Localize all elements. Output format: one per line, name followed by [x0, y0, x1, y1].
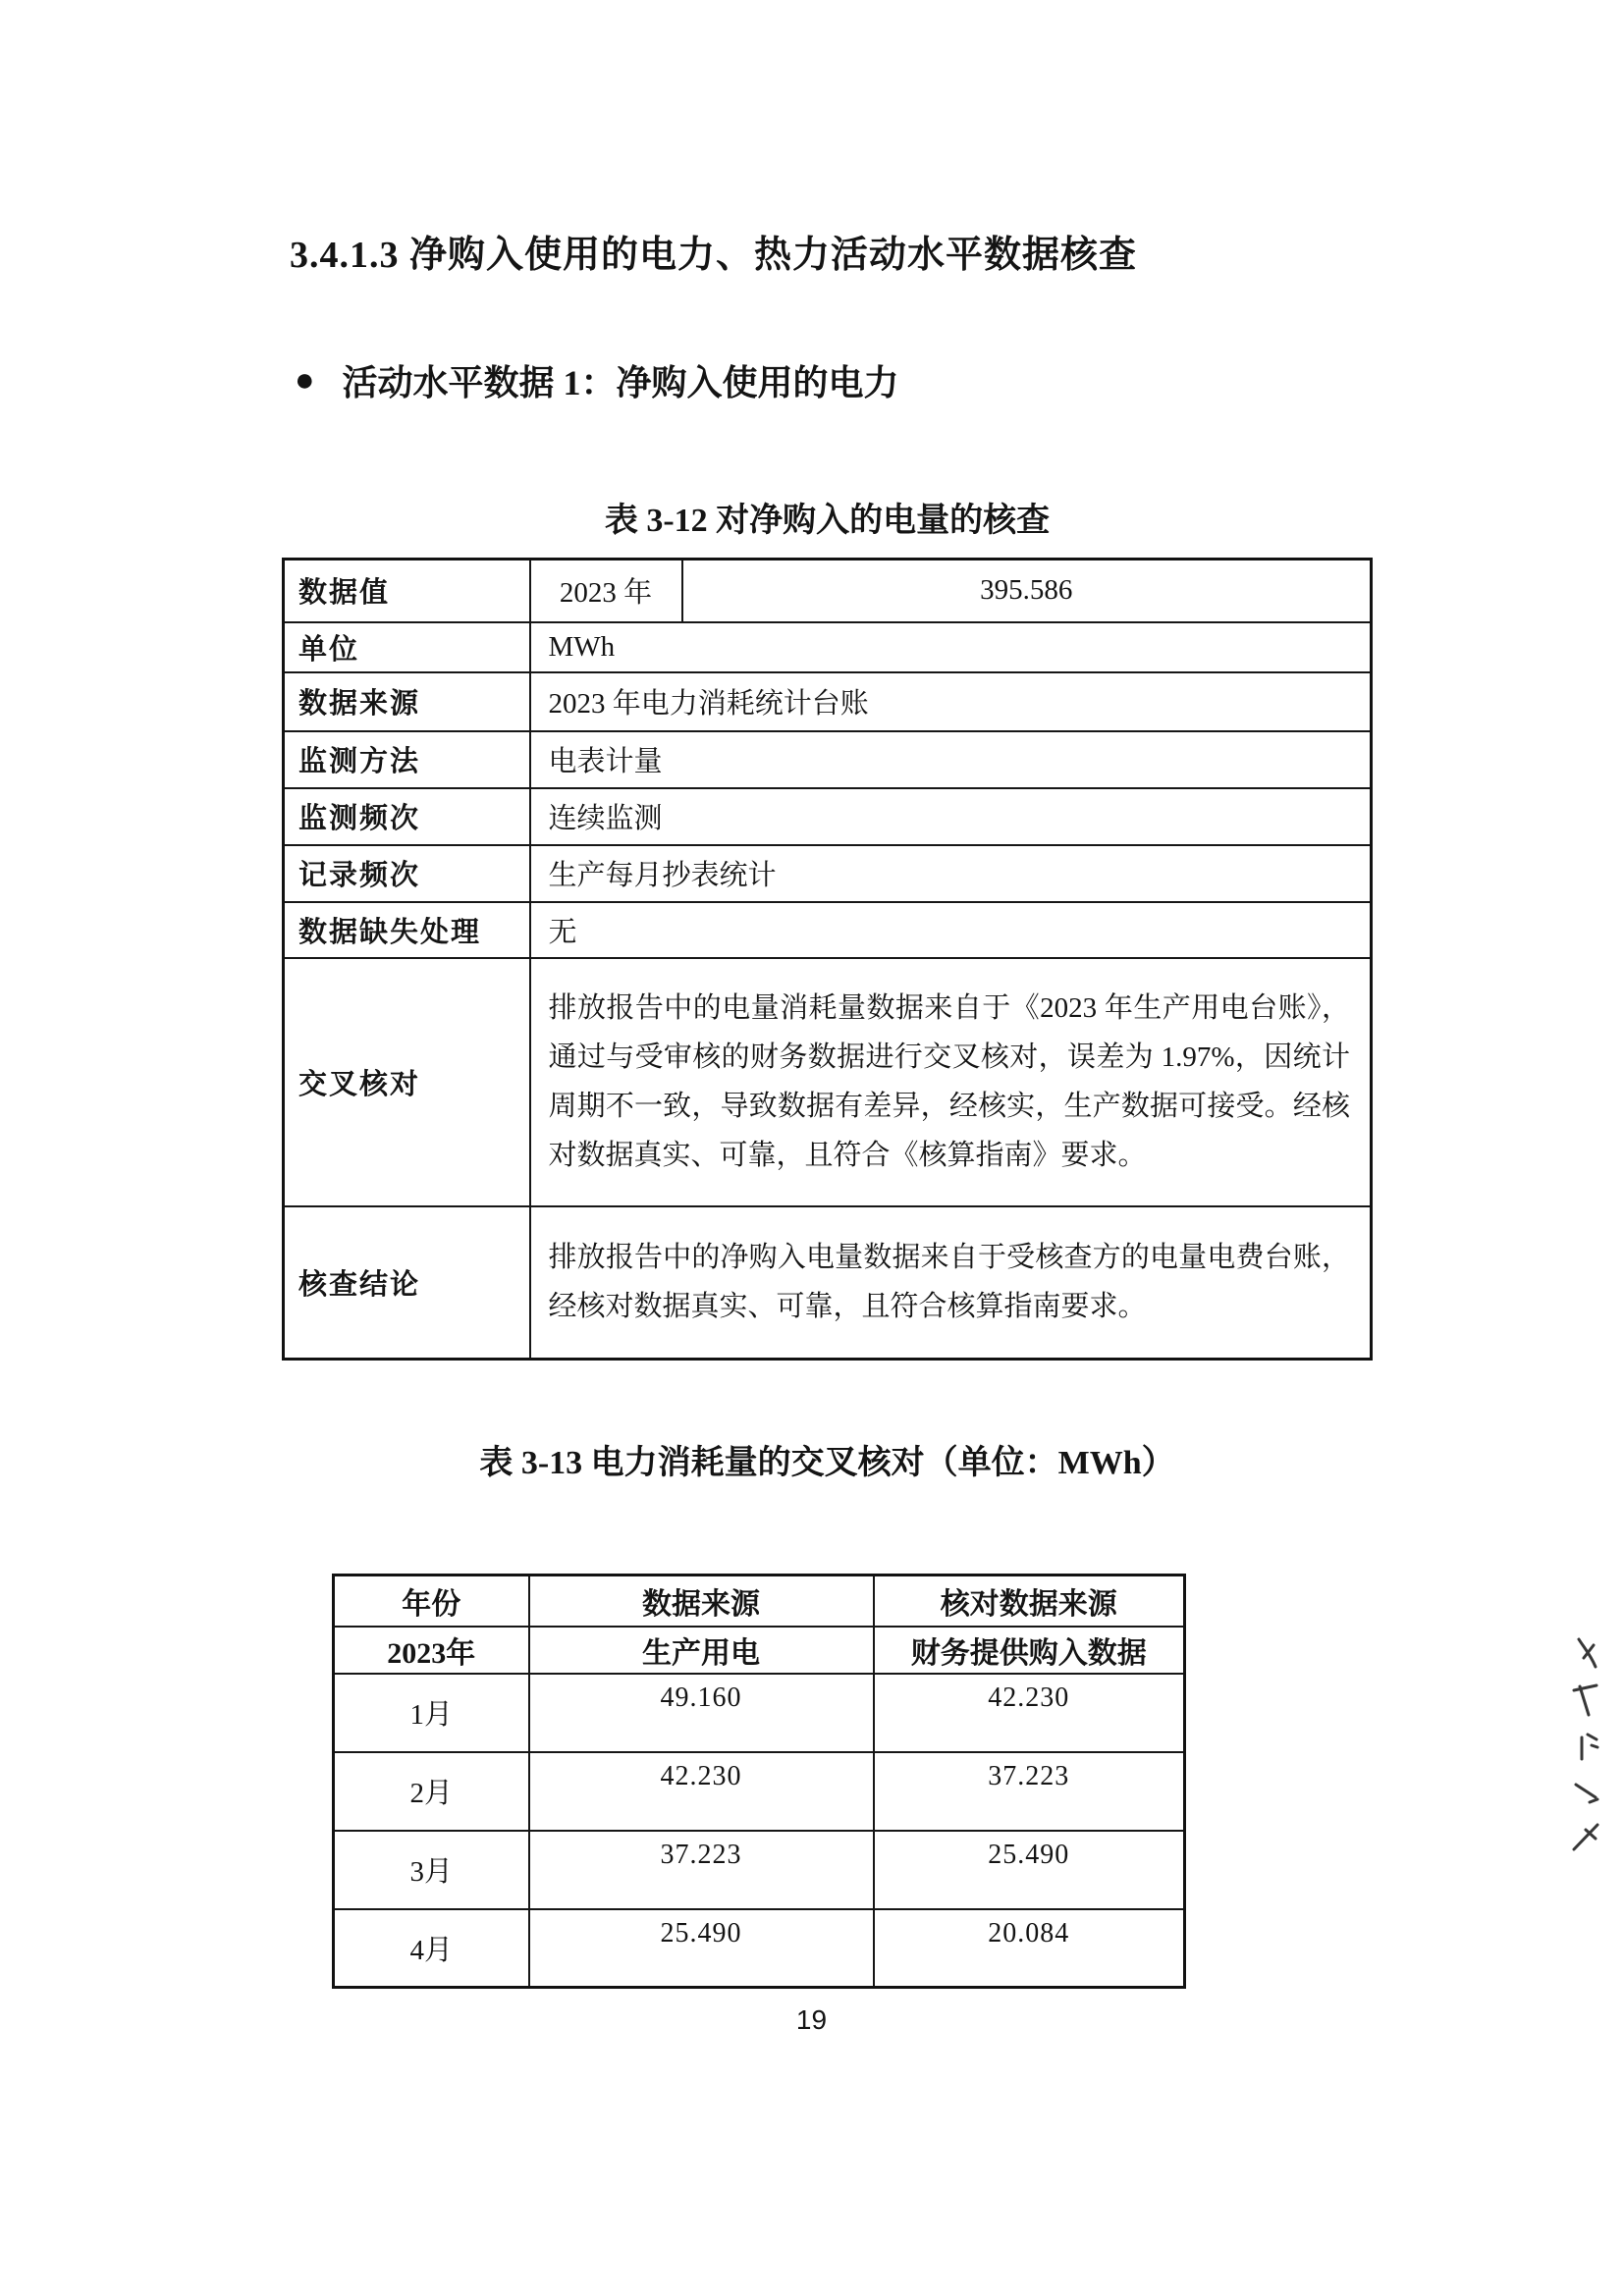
month-cell: 1月 — [334, 1674, 529, 1752]
month-cell: 2月 — [334, 1752, 529, 1831]
table-row — [284, 845, 1372, 902]
table-3-13 — [332, 1574, 1186, 1989]
page-number: 19 — [795, 2004, 828, 2035]
column-header: 核对数据来源 — [874, 1575, 1185, 1627]
table-row — [334, 1831, 1185, 1909]
month-cell: 3月 — [334, 1831, 529, 1909]
row-value-cell: 排放报告中的电量消耗量数据来自于《2023 年生产用电台账》，通过与受审核的财务数据进行交叉核对，误差为 1.97%，因统计周期不一致，导致数据有差异，经核实，生产数据可接受。经核对数据真实、可靠，且符合《核算指南》要求。 — [530, 958, 1372, 1206]
table-row — [334, 1674, 1185, 1752]
row-label-cell: 数据来源 — [284, 672, 530, 731]
row-value-cell: 连续监测 — [530, 788, 1372, 845]
table-3-12-caption: 表 3-12 对净购入的电量的核查 — [604, 503, 1051, 539]
source-value-cell: 49.160 — [529, 1674, 874, 1752]
subheader-cell: 2023年 — [334, 1627, 529, 1674]
table-row — [334, 1909, 1185, 1988]
row-label-cell: 交叉核对 — [284, 958, 530, 1206]
row-year-cell: 2023 年 — [530, 560, 682, 622]
bullet-icon: ● — [295, 361, 315, 399]
month-cell: 4月 — [334, 1909, 529, 1988]
table-row — [284, 672, 1372, 731]
check-value-cell: 37.223 — [874, 1752, 1185, 1831]
source-value-cell: 42.230 — [529, 1752, 874, 1831]
row-label-cell: 监测频次 — [284, 788, 530, 845]
section-heading: 3.4.1.3 净购入使用的电力、热力活动水平数据核查 — [290, 235, 1138, 276]
row-label-cell: 核查结论 — [284, 1206, 530, 1360]
subheader-cell: 生产用电 — [529, 1627, 874, 1674]
row-value-cell: 排放报告中的净购入电量数据来自于受核查方的电量电费台账，经核对数据真实、可靠，且符合核算指南要求。 — [530, 1206, 1372, 1360]
header-row — [334, 1575, 1185, 1627]
column-header: 数据来源 — [529, 1575, 874, 1627]
row-value-cell: 电表计量 — [530, 731, 1372, 788]
row-label-cell: 数据值 — [284, 560, 530, 622]
table-3-12 — [282, 558, 1373, 1361]
table-row — [284, 731, 1372, 788]
row-value-cell: 395.586 — [682, 560, 1372, 622]
handwritten-annotation-marks — [1565, 1635, 1610, 1855]
row-value-cell: MWh — [530, 622, 1372, 672]
table-row — [284, 958, 1372, 1206]
check-value-cell: 25.490 — [874, 1831, 1185, 1909]
check-value-cell: 42.230 — [874, 1674, 1185, 1752]
row-label-cell: 监测方法 — [284, 731, 530, 788]
source-value-cell: 25.490 — [529, 1909, 874, 1988]
check-value-cell: 20.084 — [874, 1909, 1185, 1988]
row-value-cell: 生产每月抄表统计 — [530, 845, 1372, 902]
row-value-cell: 2023 年电力消耗统计台账 — [530, 672, 1372, 731]
table-row — [284, 560, 1372, 622]
row-value-cell: 无 — [530, 902, 1372, 958]
table-row — [284, 902, 1372, 958]
table-row — [284, 1206, 1372, 1360]
table-3-13-caption: 表 3-13 电力消耗量的交叉核对（单位：MWh） — [479, 1445, 1175, 1481]
subheader-row — [334, 1627, 1185, 1674]
table-row — [334, 1752, 1185, 1831]
table-row — [284, 622, 1372, 672]
row-label-cell: 记录频次 — [284, 845, 530, 902]
row-label-cell: 单位 — [284, 622, 530, 672]
bullet-text: 活动水平数据 1：净购入使用的电力 — [342, 363, 899, 402]
bullet-item — [295, 355, 899, 405]
column-header: 年份 — [334, 1575, 529, 1627]
table-row — [284, 788, 1372, 845]
row-label-cell: 数据缺失处理 — [284, 902, 530, 958]
subheader-cell: 财务提供购入数据 — [874, 1627, 1185, 1674]
source-value-cell: 37.223 — [529, 1831, 874, 1909]
